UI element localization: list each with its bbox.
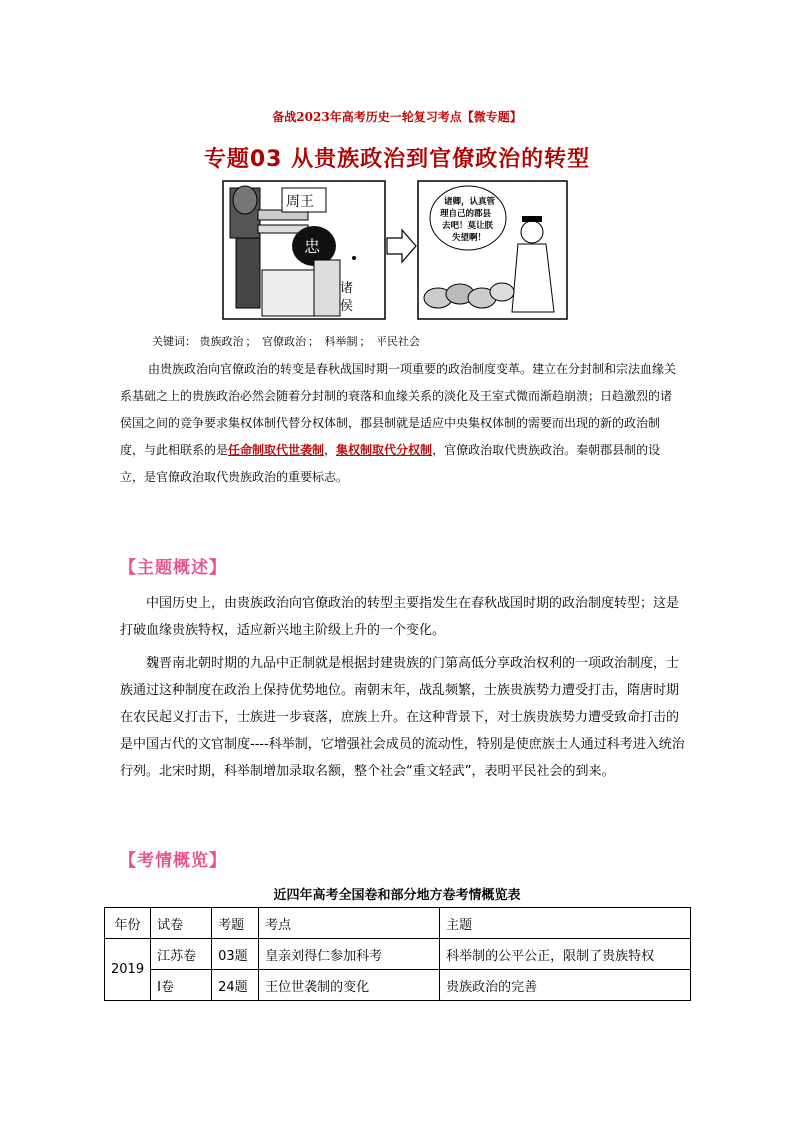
- question-cell: 24题: [212, 970, 259, 1001]
- cartoon-illustration: [222, 180, 568, 320]
- table-row: [105, 939, 691, 970]
- year-cell: 2019: [105, 939, 151, 1001]
- table-row: [105, 970, 691, 1001]
- column-header: 考题: [212, 908, 259, 939]
- intro-paragraph: 由贵族政治向官僚政治的转变是春秋战国时期一项重要的政治制度变革。建立在分封制和宗法血缘关系基础之上的贵族政治必然会随着分封制的衰落和血缘关系的淡化及王室式微而渐趋崩溃；日趋激烈的诸侯国之间的竞争要求集权体制代替分权体制，郡县制就是适应中央集权体制的需要而出现的新的政治制度，与此相联系的是任命制取代世袭制，集权制取代分权制，官僚政治取代贵族政治。秦朝郡县制的设立，是官僚政治取代贵族政治的重要标志。: [120, 362, 677, 484]
- paper-cell: Ⅰ卷: [151, 970, 212, 1001]
- emphasis-centralization: 集权制取代分权制: [336, 443, 433, 457]
- column-header: 试卷: [151, 908, 212, 939]
- arrow-icon: [387, 230, 416, 262]
- keywords-label: 关键词：: [152, 335, 196, 348]
- table-header-row: [105, 908, 691, 939]
- keyword-item: 科举制: [324, 335, 358, 348]
- section-heading-overview: 【主题概述】: [119, 558, 227, 578]
- column-header: 年份: [105, 908, 151, 939]
- keyword-item: 官僚政治: [262, 335, 306, 348]
- table-caption: 近四年高考全国卷和部分地方卷考情概览表: [273, 888, 521, 903]
- document-header: 备战2023年高考历史一轮复习考点【微专题】: [272, 110, 522, 124]
- keyword-item: 平民社会: [376, 335, 420, 348]
- overview-paragraph-2: 魏晋南北朝时期的九品中正制就是根据封建贵族的门第高低分享政治权利的一项政治制度，士族通过这种制度在政治上保持优势地位。南朝末年，战乱频繁，士族贵族势力遭受打击，隋唐时期在农民起义打击下，士族进一步衰落，庶族上升。在这种背景下，对士族贵族势力遭受致命打击的是中国古代的文官制度----科举制，它增强社会成员的流动性，特别是使庶族士人通过科考进入统治行列。北宋时期，科举制增加录取名额，整个社会“重文轻武”，表明平民社会的到来。: [120, 656, 685, 779]
- overview-paragraph-1: 中国历史上，由贵族政治向官僚政治的转型主要指发生在春秋战国时期的政治制度转型；这是打破血缘贵族特权，适应新兴地主阶级上升的一个变化。: [120, 596, 680, 638]
- question-cell: 03题: [212, 939, 259, 970]
- theme-cell: 贵族政治的完善: [440, 970, 691, 1001]
- paper-cell: 江苏卷: [151, 939, 212, 970]
- exam-table: [104, 907, 691, 1001]
- column-header: 考点: [259, 908, 440, 939]
- point-cell: 王位世袭制的变化: [259, 970, 440, 1001]
- cartoon-label-lord-1: 诸: [340, 281, 354, 296]
- theme-cell: 科举制的公平公正，限制了贵族特权: [440, 939, 691, 970]
- keyword-item: 贵族政治: [199, 335, 244, 348]
- column-header: 主题: [440, 908, 691, 939]
- cartoon-label-loyal: 忠: [304, 237, 321, 256]
- keywords-line: 关键词： 贵族政治 ； 官僚政治 ； 科举制 ； 平民社会: [152, 335, 420, 348]
- point-cell: 皇亲刘得仁参加科考: [259, 939, 440, 970]
- cartoon-label-king: 周王: [286, 194, 314, 210]
- section-heading-exam: 【考情概览】: [119, 851, 227, 871]
- cartoon-label-lord-2: 侯: [340, 299, 354, 314]
- emphasis-appointment: 任命制取代世袭制: [228, 443, 325, 457]
- cartoon-speech: 诸卿，认真管 理自己的郡县 去吧！莫让朕 失望啊！: [440, 197, 496, 243]
- document-title: 专题03 从贵族政治到官僚政治的转型: [203, 147, 591, 172]
